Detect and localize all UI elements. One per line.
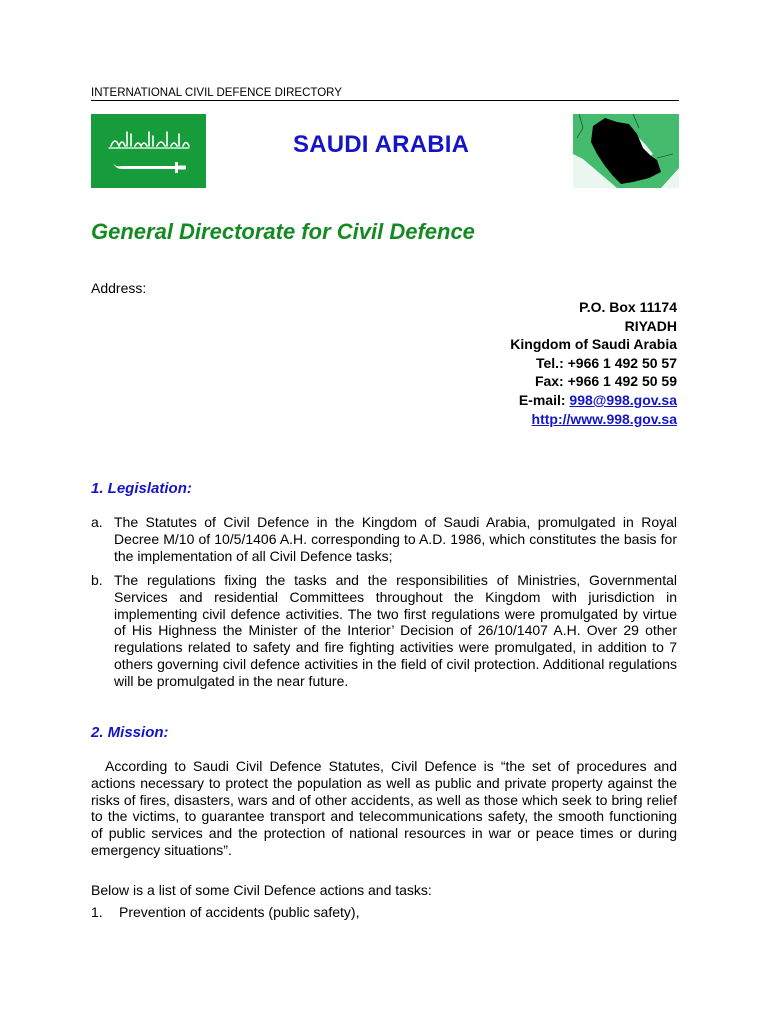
task-item	[91, 904, 359, 921]
address-block	[510, 298, 677, 428]
directory-header: INTERNATIONAL CIVIL DEFENCE DIRECTORY	[91, 86, 679, 101]
item-marker: b.	[91, 572, 103, 588]
task-marker: 1.	[91, 904, 103, 920]
fax: Fax: +966 1 492 50 59	[534, 373, 677, 390]
task-text: Prevention of accidents (public safety),	[119, 904, 360, 920]
email-line	[510, 391, 677, 410]
organization-title: General Directorate for Civil Defence	[91, 219, 475, 244]
item-text: The Statutes of Civil Defence in the Kingdom of Saudi Arabia, promulgated in Royal Decree M/10 of 10/5/1406 A.H. corresponding to A.D. 1986, which constitutes the basis for the implementation of all Civil Defence tasks;	[114, 514, 677, 564]
legislation-item-a	[91, 514, 677, 564]
item-marker: a.	[91, 514, 103, 530]
section-mission-title: 2. Mission:	[91, 724, 169, 741]
section-legislation-title: 1. Legislation:	[91, 480, 192, 497]
city: RIYADH	[624, 317, 677, 334]
saudi-map-image	[573, 114, 679, 188]
legislation-item-b	[91, 572, 677, 690]
saudi-flag-image	[91, 114, 206, 188]
email-label: E-mail:	[518, 391, 570, 408]
address-label: Address:	[91, 280, 147, 296]
email-link[interactable]: 998@998.gov.sa	[569, 391, 677, 408]
telephone: Tel.: +966 1 492 50 57	[535, 354, 677, 371]
po-box: P.O. Box 11174	[579, 299, 677, 315]
item-text: The regulations fixing the tasks and the responsibilities of Ministries, Governmental Services and residential Committees throughout the Kingdom with jurisdiction in implementing civil defence activities. The two first regulations were promulgated by virtue of His Highness the Minister of the Interior’ Decision of 26/10/1407 A.H. Over 29 other regulations related to safety and fire fighting activities were promulgated, in addition to 7 others governing civil defence activities in the field of civil protection. Additional regulations will be promulgated in the near future.	[114, 572, 677, 689]
address-country: Kingdom of Saudi Arabia	[510, 336, 677, 353]
country-title: SAUDI ARABIA	[293, 131, 470, 158]
website-line	[510, 410, 677, 429]
flag-emblem-icon	[91, 114, 206, 188]
website-link[interactable]: http://www.998.gov.sa	[531, 410, 677, 427]
map-icon	[573, 114, 679, 188]
mission-paragraph: According to Saudi Civil Defence Statutes, Civil Defence is “the set of procedures and actions necessary to protect the population as well as public and private property against the risks of fires, disasters, wars and of other accidents, as well as those which seek to bring relief to the victims, to guarantee transport and telecommunications safety, the smooth functioning of public services and the protection of national resources in war or peace times or during emergency situations”.	[91, 758, 677, 858]
tasks-intro: Below is a list of some Civil Defence actions and tasks:	[91, 882, 432, 898]
